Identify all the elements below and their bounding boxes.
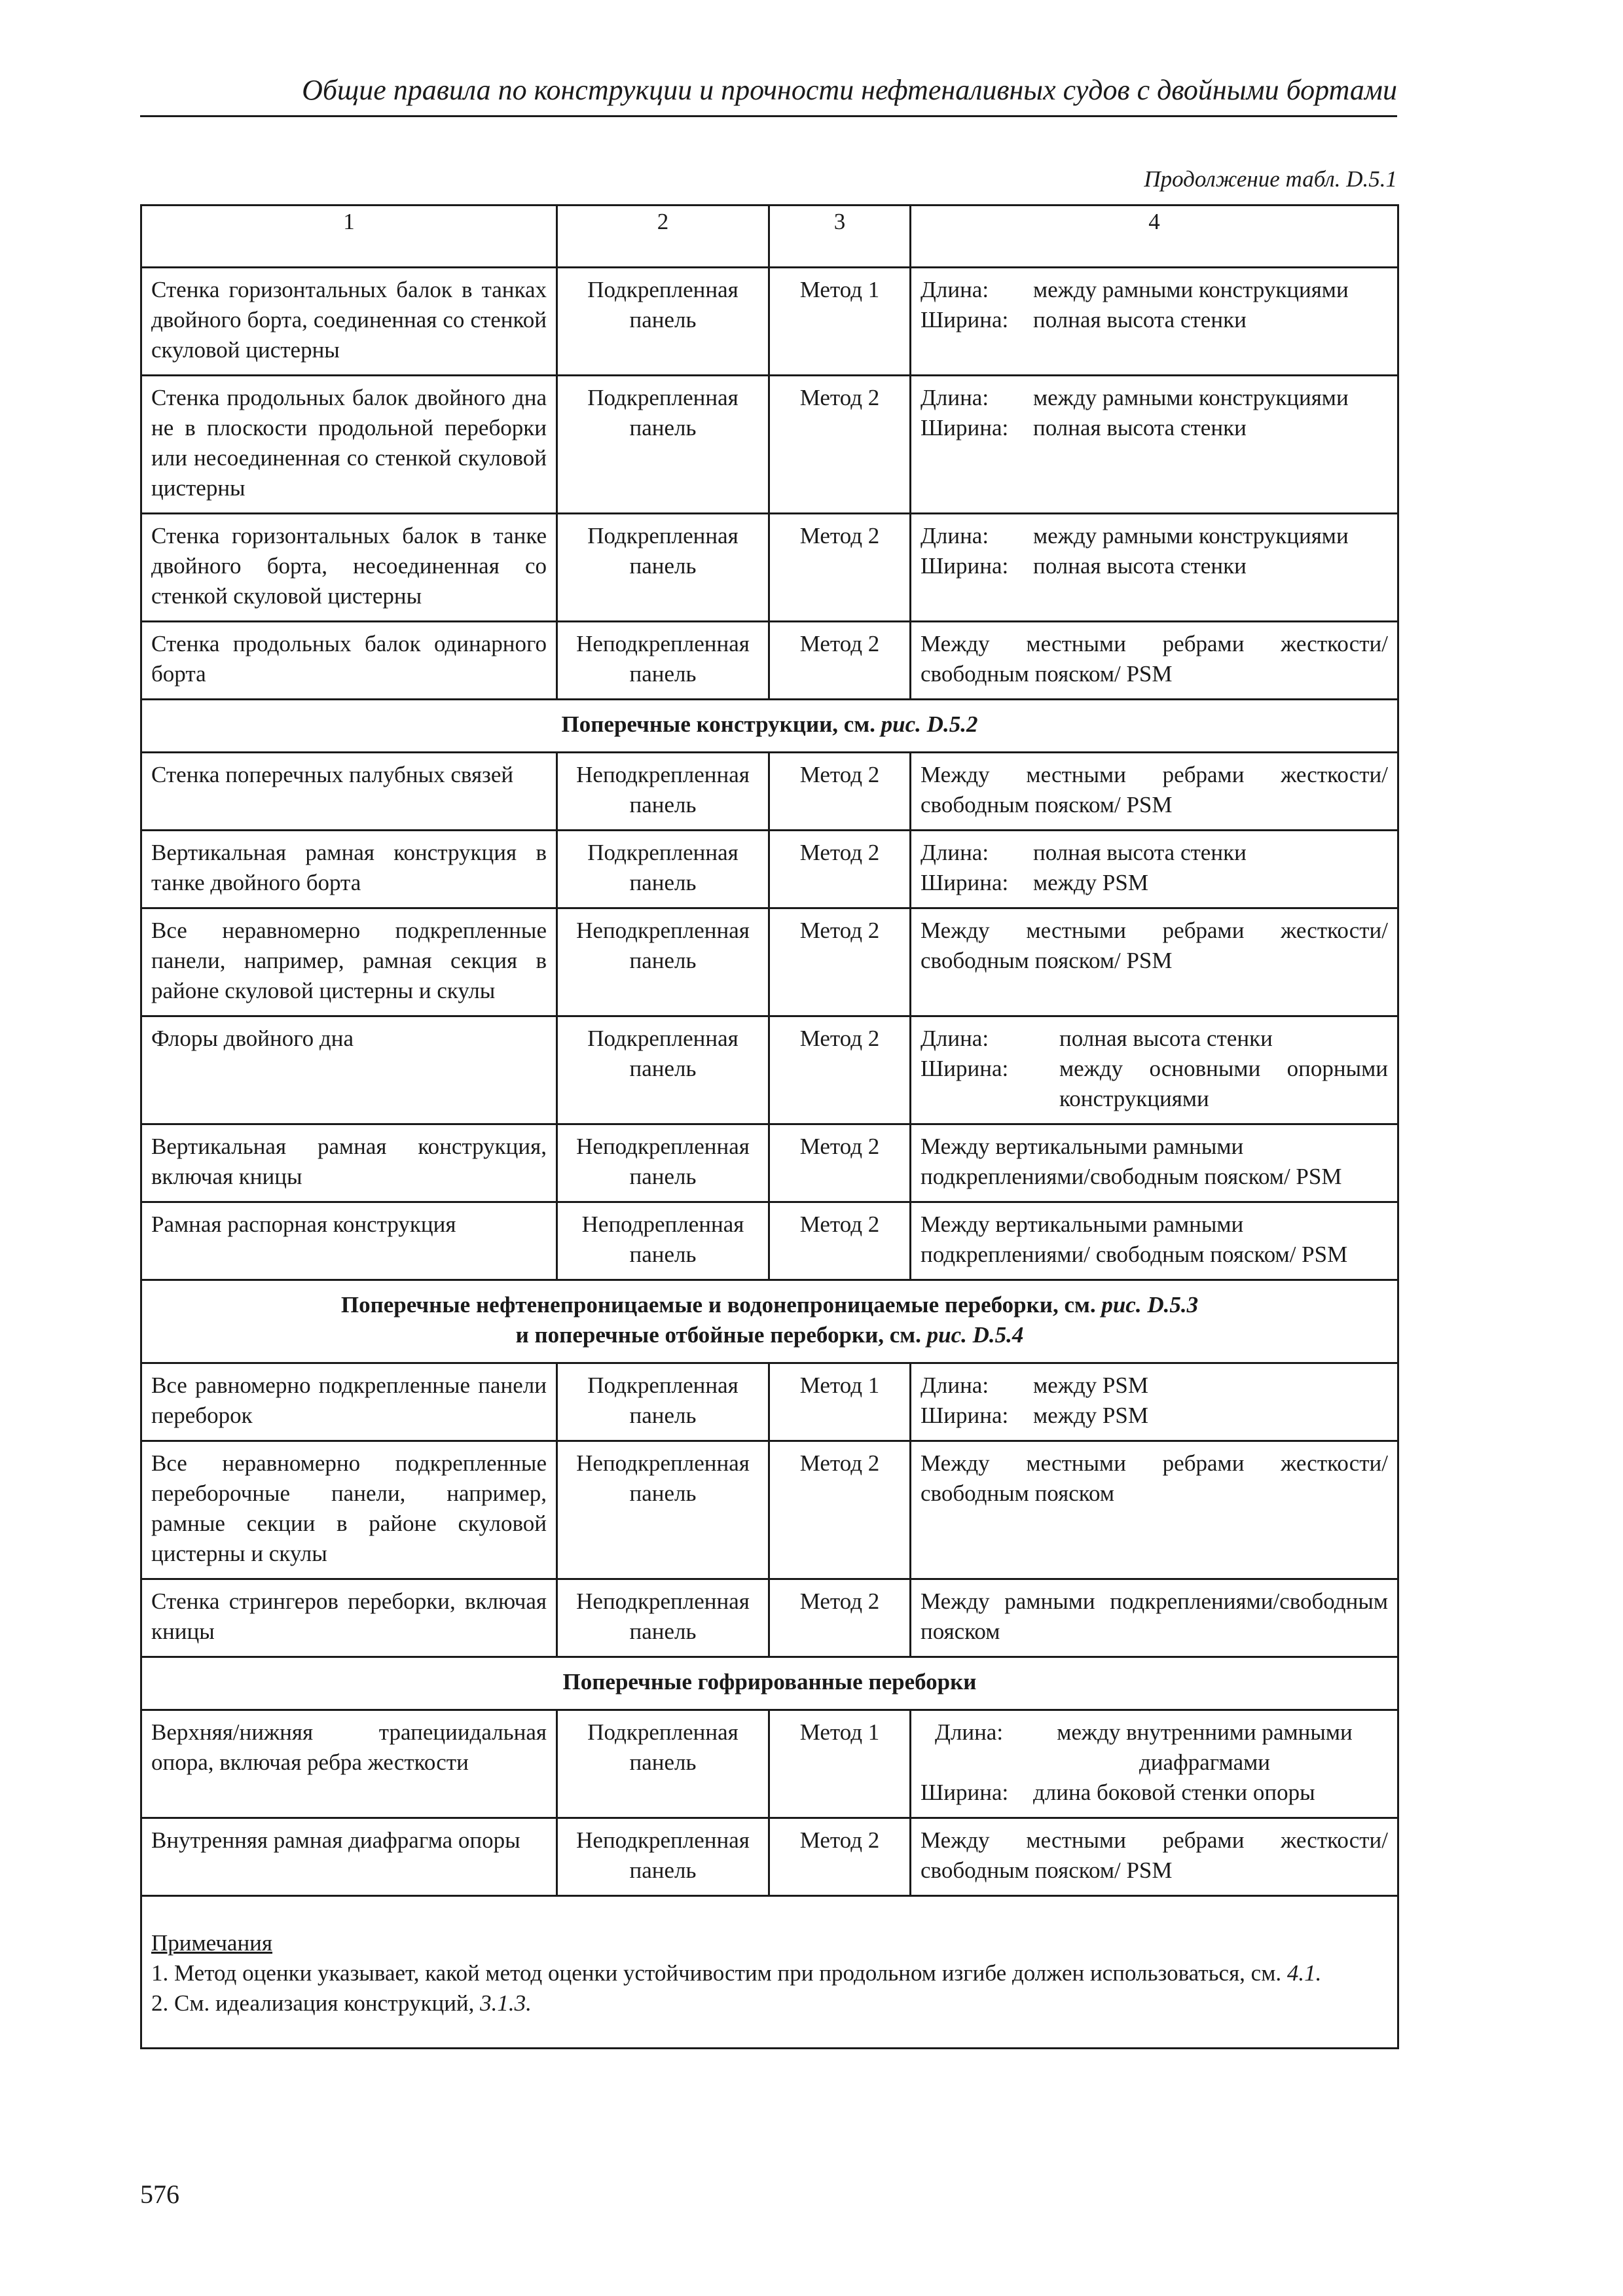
column-header-row <box>141 206 1398 268</box>
note-text: 1. Метод оценки указывает, какой метод оценки устойчивостим при продольном изгибе должен использоваться, см. <box>151 1960 1282 1986</box>
structure-cell: Вертикальная рамная конструкция, включая кницы <box>141 1124 557 1202</box>
width-value: между основными опорными конструкциями <box>1059 1056 1388 1111</box>
structure-cell: Все неравномерно подкрепленные панели, например, рамная секция в районе скуловой цистерны и скулы <box>141 908 557 1016</box>
width-label: Ширина: <box>921 870 1009 895</box>
table-row <box>141 1579 1398 1657</box>
dimension-cell: Между местными ребрами жесткости/свободным пояском/ PSM <box>911 753 1398 831</box>
section-ref: 3.1.3. <box>480 1990 532 2016</box>
length-value: полная высота стенки <box>1033 840 1247 865</box>
method-cell: Метод 2 <box>769 1579 911 1657</box>
dimension-cell <box>911 1016 1398 1124</box>
structure-cell: Все равномерно подкрепленные панели переборок <box>141 1363 557 1441</box>
table-row <box>141 753 1398 831</box>
panel-type-cell: Подкрепленная панель <box>557 831 769 908</box>
table-row <box>141 1016 1398 1124</box>
method-cell: Метод 2 <box>769 1016 911 1124</box>
dimension-cell <box>911 1363 1398 1441</box>
section-heading-transverse <box>141 700 1398 753</box>
panel-type-cell: Подкрепленная панель <box>557 268 769 376</box>
panel-type-cell: Неподкрепленная панель <box>557 1818 769 1896</box>
note-text: 2. См. идеализация конструкций, <box>151 1990 475 2016</box>
method-cell: Метод 1 <box>769 1363 911 1441</box>
section-row <box>141 1280 1398 1363</box>
method-cell: Метод 1 <box>769 1710 911 1818</box>
table-continuation-caption: Продолжение табл. D.5.1 <box>1144 166 1397 192</box>
table-row <box>141 1441 1398 1579</box>
dimension-cell <box>911 514 1398 622</box>
panel-type-cell: Неподкрепленная панель <box>557 753 769 831</box>
dimension-cell <box>911 831 1398 908</box>
width-label: Ширина: <box>921 553 1009 579</box>
width-label: Ширина: <box>921 1780 1009 1805</box>
length-value: между рамными конструкциями <box>1033 385 1349 410</box>
structure-cell: Стенка поперечных палубных связей <box>141 753 557 831</box>
table-d-5-1 <box>140 204 1399 2049</box>
length-value: между внутренними рамными диафрагмами <box>1057 1719 1353 1775</box>
length-value: между рамными конструкциями <box>1033 523 1349 548</box>
dimension-cell: Между местными ребрами жесткости/свободным пояском/ PSM <box>911 622 1398 700</box>
column-header: 1 <box>141 206 557 268</box>
page-number: 576 <box>140 2179 179 2209</box>
dimension-cell: Между рамными подкреплениями/свободным пояском <box>911 1579 1398 1657</box>
notes-cell <box>141 1896 1398 2049</box>
dimension-cell <box>911 376 1398 514</box>
width-value: полная высота стенки <box>1033 307 1247 332</box>
width-label: Ширина: <box>921 1056 1009 1081</box>
method-cell: Метод 2 <box>769 1441 911 1579</box>
figure-ref: рис. D.5.4 <box>926 1322 1024 1348</box>
length-label: Длина: <box>921 840 989 865</box>
section-row <box>141 1657 1398 1710</box>
section-text: и поперечные отбойные переборки, см. <box>515 1322 921 1348</box>
section-row <box>141 700 1398 753</box>
structure-cell: Стенка продольных балок двойного дна не в плоскости продольной переборки или несоединенная со стенкой скуловой цистерны <box>141 376 557 514</box>
length-label: Длина: <box>921 523 989 548</box>
length-label: Длина: <box>935 1719 1004 1745</box>
structure-cell: Внутренняя рамная диафрагма опоры <box>141 1818 557 1896</box>
table-row <box>141 1124 1398 1202</box>
width-value: полная высота стенки <box>1033 415 1247 440</box>
table-row <box>141 514 1398 622</box>
section-heading-bulkheads <box>141 1280 1398 1363</box>
structure-cell: Стенка продольных балок одинарного борта <box>141 622 557 700</box>
panel-type-cell: Подкрепленная панель <box>557 1363 769 1441</box>
table-row <box>141 1818 1398 1896</box>
note-2 <box>151 1988 1388 2018</box>
panel-type-cell: Подкрепленная панель <box>557 1710 769 1818</box>
section-heading-corrugated: Поперечные гофрированные переборки <box>141 1657 1398 1710</box>
length-label: Длина: <box>921 385 989 410</box>
table-row <box>141 622 1398 700</box>
width-value: длина боковой стенки опоры <box>1033 1780 1315 1805</box>
length-value: между рамными конструкциями <box>1033 277 1349 302</box>
panel-type-cell: Неподкрепленная панель <box>557 1441 769 1579</box>
structure-cell: Стенка горизонтальных балок в танке двойного борта, несоединенная со стенкой скуловой цистерны <box>141 514 557 622</box>
panel-type-cell: Неподкрепленная панель <box>557 1124 769 1202</box>
panel-type-cell: Неподкрепленная панель <box>557 622 769 700</box>
width-label: Ширина: <box>921 307 1009 332</box>
width-label: Ширина: <box>921 415 1009 440</box>
table-row <box>141 908 1398 1016</box>
table-row <box>141 1202 1398 1280</box>
panel-type-cell: Подкрепленная панель <box>557 376 769 514</box>
method-cell: Метод 2 <box>769 908 911 1016</box>
table-row <box>141 268 1398 376</box>
structure-cell: Верхняя/нижняя трапециидальная опора, включая ребра жесткости <box>141 1710 557 1818</box>
method-cell: Метод 2 <box>769 1124 911 1202</box>
length-value: между PSM <box>1033 1372 1148 1398</box>
method-cell: Метод 2 <box>769 753 911 831</box>
structure-cell: Стенка горизонтальных балок в танках двойного борта, соединенная со стенкой скуловой цистерны <box>141 268 557 376</box>
table-row <box>141 1710 1398 1818</box>
method-cell: Метод 2 <box>769 514 911 622</box>
structure-cell: Флоры двойного дна <box>141 1016 557 1124</box>
structure-cell: Стенка стрингеров переборки, включая кницы <box>141 1579 557 1657</box>
section-text: Поперечные нефтенепроницаемые и водонепроницаемые переборки, см. <box>340 1292 1096 1318</box>
length-value: полная высота стенки <box>1059 1026 1273 1051</box>
panel-type-cell: Подкрепленная панель <box>557 514 769 622</box>
section-ref: 4.1. <box>1286 1960 1322 1986</box>
method-cell: Метод 1 <box>769 268 911 376</box>
dimension-cell <box>911 1710 1398 1818</box>
dimension-cell: Между местными ребрами жесткости/свободным пояском <box>911 1441 1398 1579</box>
figure-ref: рис. D.5.3 <box>1101 1292 1199 1318</box>
structure-cell: Рамная распорная конструкция <box>141 1202 557 1280</box>
figure-ref: рис. D.5.2 <box>881 711 978 737</box>
method-cell: Метод 2 <box>769 622 911 700</box>
structure-cell: Вертикальная рамная конструкция в танке двойного борта <box>141 831 557 908</box>
length-label: Длина: <box>921 1026 989 1051</box>
dimension-cell: Между местными ребрами жесткости/свободным пояском/ PSM <box>911 908 1398 1016</box>
dimension-cell: Между местными ребрами жесткости/свободным пояском/ PSM <box>911 1818 1398 1896</box>
panel-type-cell: Неподрепленная панель <box>557 1202 769 1280</box>
width-value: между PSM <box>1033 1403 1148 1428</box>
dimension-cell: Между вертикальными рамными подкреплениями/свободным пояском/ PSM <box>911 1124 1398 1202</box>
method-cell: Метод 2 <box>769 1202 911 1280</box>
dimension-cell <box>911 268 1398 376</box>
dimension-cell: Между вертикальными рамными подкреплениями/ свободным пояском/ PSM <box>911 1202 1398 1280</box>
length-label: Длина: <box>921 277 989 302</box>
method-cell: Метод 2 <box>769 831 911 908</box>
section-text: Поперечные конструкции, см. <box>561 711 875 737</box>
width-value: полная высота стенки <box>1033 553 1247 579</box>
running-header: Общие правила по конструкции и прочности нефтеналивных судов с двойными бортами <box>302 74 1397 106</box>
notes-row <box>141 1896 1398 2049</box>
column-header: 2 <box>557 206 769 268</box>
table-row <box>141 1363 1398 1441</box>
panel-type-cell: Подкрепленная панель <box>557 1016 769 1124</box>
structure-cell: Все неравномерно подкрепленные переборочные панели, например, рамные секции в районе скуловой цистерны и скулы <box>141 1441 557 1579</box>
header-rule <box>140 115 1397 117</box>
table-row <box>141 831 1398 908</box>
width-label: Ширина: <box>921 1403 1009 1428</box>
length-label: Длина: <box>921 1372 989 1398</box>
panel-type-cell: Неподкрепленная панель <box>557 1579 769 1657</box>
panel-type-cell: Неподкрепленная панель <box>557 908 769 1016</box>
column-header: 4 <box>911 206 1398 268</box>
notes-title: Примечания <box>151 1930 273 1956</box>
column-header: 3 <box>769 206 911 268</box>
method-cell: Метод 2 <box>769 376 911 514</box>
method-cell: Метод 2 <box>769 1818 911 1896</box>
note-1 <box>151 1958 1388 1988</box>
width-value: между PSM <box>1033 870 1148 895</box>
table-row <box>141 376 1398 514</box>
